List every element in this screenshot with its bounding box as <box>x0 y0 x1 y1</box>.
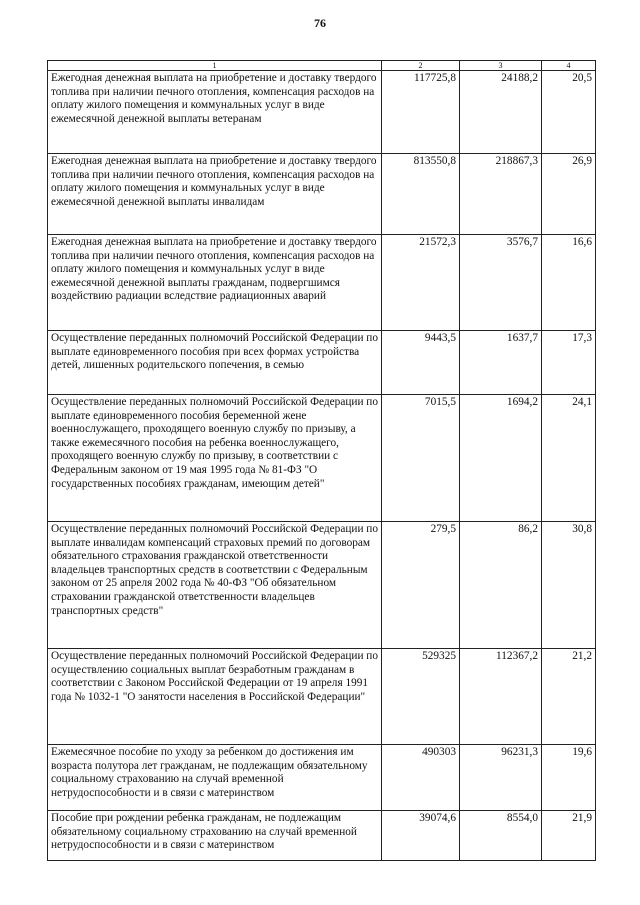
row-value-col2: 279,5 <box>382 522 460 649</box>
row-value-col3: 86,2 <box>460 522 542 649</box>
column-header: 1 <box>48 61 382 71</box>
row-value-col2: 39074,6 <box>382 811 460 861</box>
row-value-col2: 21572,3 <box>382 235 460 331</box>
row-description: Осуществление переданных полномочий Российской Федерации по выплате единовременного пособия при всех формах устройства детей, лишенных родительского попечения, в семью <box>48 331 382 395</box>
table-row <box>48 522 596 649</box>
row-value-col4: 17,3 <box>542 331 596 395</box>
row-description: Осуществление переданных полномочий Российской Федерации по выплате единовременного пособия беременной жене военнослужащего, проходящего военную службу по призыву, а также ежемесячного пособия на ребенка военнослужащего, проходящего военную службу по призыву, в соответствии с Федеральным законом от 19 мая 1995 года № 81-ФЗ "О государственных пособиях гражданам, имеющим детей" <box>48 395 382 522</box>
column-header-row <box>48 61 596 71</box>
row-description: Ежемесячное пособие по уходу за ребенком до достижения им возраста полутора лет гражданам, не подлежащим обязательному социальному страхованию на случай временной нетрудоспособности и в связи с материнством <box>48 745 382 811</box>
row-value-col4: 16,6 <box>542 235 596 331</box>
row-value-col3: 3576,7 <box>460 235 542 331</box>
table-row <box>48 154 596 235</box>
row-value-col4: 21,9 <box>542 811 596 861</box>
row-value-col2: 9443,5 <box>382 331 460 395</box>
table-row <box>48 395 596 522</box>
row-value-col3: 1637,7 <box>460 331 542 395</box>
row-description: Ежегодная денежная выплата на приобретение и доставку твердого топлива при наличии печного отопления, компенсация расходов на оплату жилого помещения и коммунальных услуг в виде ежемесячной денежной выплаты инвалидам <box>48 154 382 235</box>
row-value-col4: 30,8 <box>542 522 596 649</box>
table-row <box>48 235 596 331</box>
row-value-col4: 21,2 <box>542 649 596 745</box>
row-description: Ежегодная денежная выплата на приобретение и доставку твердого топлива при наличии печного отопления, компенсация расходов на оплату жилого помещения и коммунальных услуг в виде ежемесячной денежной выплаты гражданам, подвергшимся воздействию радиации вследствие радиационных аварий <box>48 235 382 331</box>
page-number: 76 <box>314 16 326 30</box>
row-description: Ежегодная денежная выплата на приобретение и доставку твердого топлива при наличии печного отопления, компенсация расходов на оплату жилого помещения и коммунальных услуг в виде ежемесячной денежной выплаты ветеранам <box>48 71 382 154</box>
row-value-col3: 1694,2 <box>460 395 542 522</box>
row-value-col3: 218867,3 <box>460 154 542 235</box>
row-value-col2: 490303 <box>382 745 460 811</box>
table-row <box>48 745 596 811</box>
row-description: Пособие при рождении ребенка гражданам, не подлежащим обязательному социальному страхованию на случай временной нетрудоспособности и в связи с материнством <box>48 811 382 861</box>
table-row <box>48 649 596 745</box>
row-value-col4: 20,5 <box>542 71 596 154</box>
row-value-col4: 26,9 <box>542 154 596 235</box>
row-value-col4: 24,1 <box>542 395 596 522</box>
row-value-col2: 529325 <box>382 649 460 745</box>
column-header: 2 <box>382 61 460 71</box>
row-value-col3: 24188,2 <box>460 71 542 154</box>
row-value-col3: 8554,0 <box>460 811 542 861</box>
budget-table <box>47 60 596 861</box>
row-value-col2: 813550,8 <box>382 154 460 235</box>
table-row <box>48 71 596 154</box>
table-row <box>48 811 596 861</box>
row-description: Осуществление переданных полномочий Российской Федерации по выплате инвалидам компенсаций страховых премий по договорам обязательного страхования гражданской ответственности владельцев транспортных средств в соответствии с Федеральным законом от 25 апреля 2002 года № 40-ФЗ "Об обязательном страховании гражданской ответственности владельцев транспортных средств" <box>48 522 382 649</box>
row-value-col2: 117725,8 <box>382 71 460 154</box>
row-value-col3: 96231,3 <box>460 745 542 811</box>
table-row <box>48 331 596 395</box>
row-value-col2: 7015,5 <box>382 395 460 522</box>
row-value-col4: 19,6 <box>542 745 596 811</box>
row-description: Осуществление переданных полномочий Российской Федерации по осуществлению социальных выплат безработным гражданам в соответствии с Законом Российской Федерации от 19 апреля 1991 года № 1032-1 "О занятости населения в Российской Федерации" <box>48 649 382 745</box>
row-value-col3: 112367,2 <box>460 649 542 745</box>
column-header: 3 <box>460 61 542 71</box>
table-body <box>48 61 596 861</box>
column-header: 4 <box>542 61 596 71</box>
